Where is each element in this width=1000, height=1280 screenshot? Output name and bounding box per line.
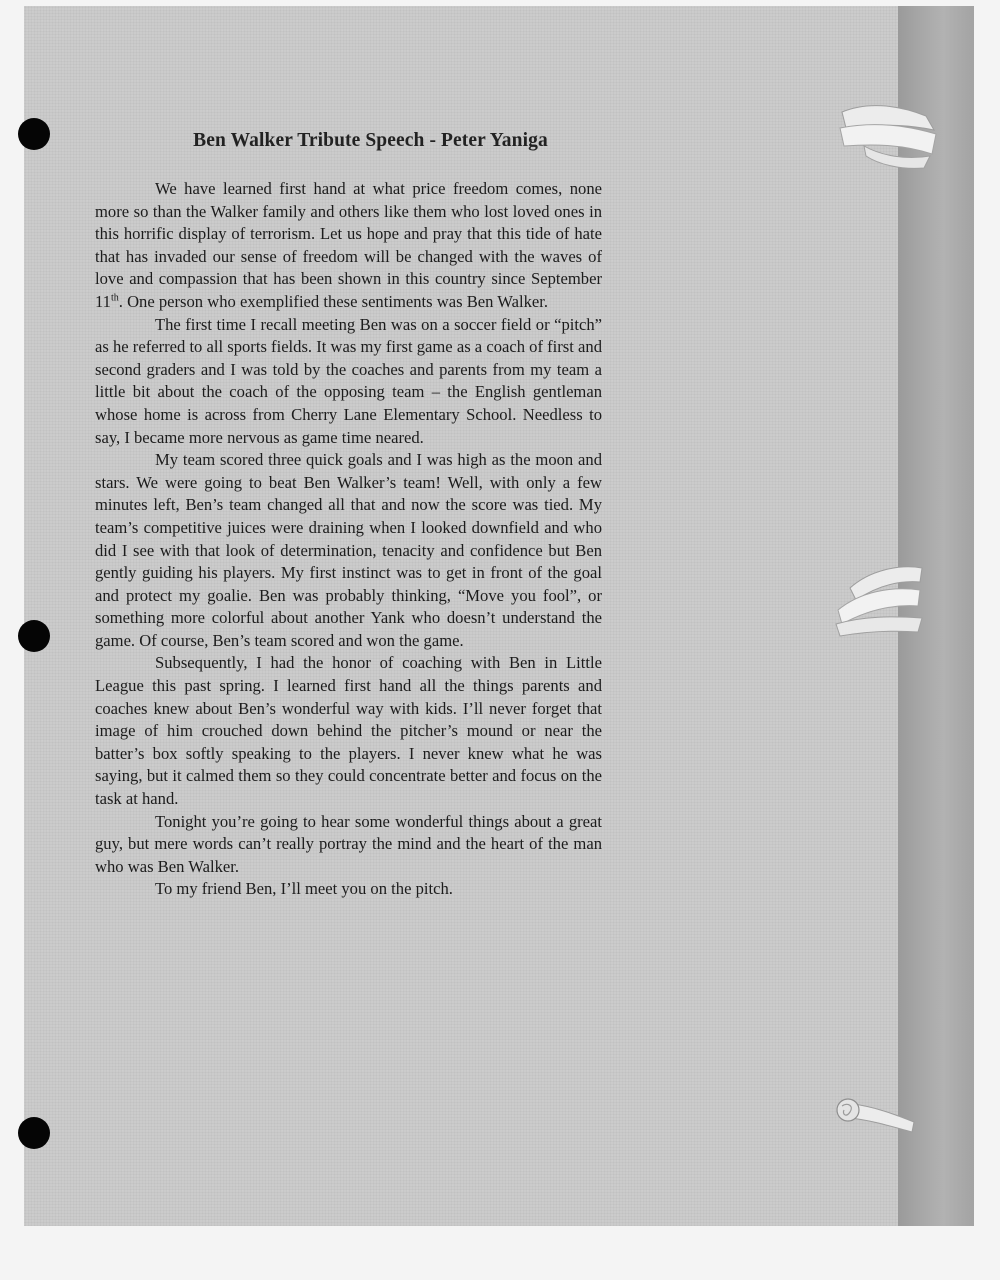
punch-hole-middle [18, 620, 50, 652]
paragraph-5: Tonight you’re going to hear some wonderful things about a great guy, but mere words can’t really portray the mind and the heart of the man who was Ben Walker. [95, 811, 602, 876]
paragraph-6: To my friend Ben, I’ll meet you on the pitch. [155, 879, 453, 899]
ribbon-tie-bottom [832, 1090, 918, 1136]
speech-text [95, 130, 602, 901]
ribbon-tie-top [836, 98, 946, 176]
ordinal-suffix: th [110, 292, 119, 304]
paragraph-2: The first time I recall meeting Ben was on a soccer field or “pitch” as he referred to all sports fields. It was my first game as a coach of first and second graders and I was told by the coaches and parents from my team a little bit about the coach of the opposing team – the English gentleman whose home is across from Cherry Lane Elementary School. Needless to say, I became more nervous as game time neared. [95, 314, 602, 447]
paragraph-1 [95, 178, 602, 314]
punch-hole-top [18, 118, 50, 150]
document-title: Ben Walker Tribute Speech - Peter Yaniga [193, 130, 548, 151]
punch-hole-bottom [18, 1117, 50, 1149]
paragraph-1-text: We have learned first hand at what price freedom comes, none more so than the Walker family and others like them who lost loved ones in this horrific display of terrorism. Let us hope and pray that this tide of hate that has invaded our sense of freedom will be changed with the waves of love and compassion that has been shown in this country since September 11 [95, 179, 602, 311]
paragraph-1-text-end: . One person who exemplified these sentiments was Ben Walker. [118, 291, 548, 311]
ribbon-tie-middle [830, 560, 930, 638]
paragraph-4: Subsequently, I had the honor of coaching with Ben in Little League this past spring. I learned first hand all the things parents and coaches knew about Ben’s wonderful way with kids. I’ll never forget that image of him crouched down behind the pitcher’s mound or near the batter’s box softly speaking to the players. I never knew what he was saying, but it calmed them so they could concentrate better and focus on the task at hand. [95, 653, 602, 809]
paragraph-3: My team scored three quick goals and I was high as the moon and stars. We were going to beat Ben Walker’s team! Well, with only a few minutes left, Ben’s team changed all that and now the score was tied. My team’s competitive juices were draining when I looked downfield and who did I see with that look of determination, tenacity and confidence but Ben gently guiding his players. My first instinct was to get in front of the goal and protect my goalie. Ben was probably thinking, “Move you fool”, or something more colorful about another Yank who doesn’t understand the game. Of course, Ben’s team scored and won the game. [95, 450, 602, 650]
